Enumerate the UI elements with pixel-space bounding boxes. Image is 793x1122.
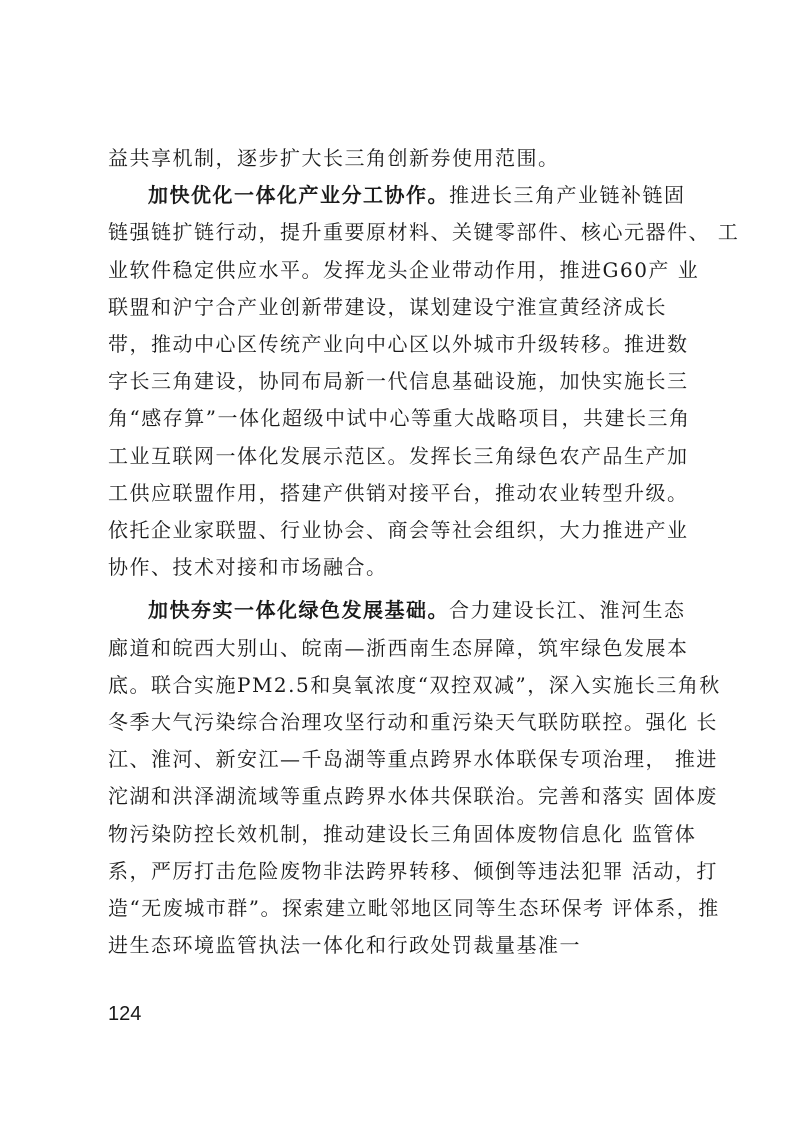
text-line xyxy=(108,672,721,698)
body-text-run: 依托企业家联盟、行业协会、商会等社会组织，大力推进产业 xyxy=(108,518,689,542)
body-text-run: 推进长三角产业链补链固 xyxy=(449,183,686,208)
body-text-run: 沱湖和洪泽湖流域等重点跨界水体共保联治。完善和落实 固体废 xyxy=(108,784,718,809)
text-line xyxy=(148,597,686,623)
text-line xyxy=(108,821,696,847)
page-number: 124 xyxy=(108,1003,142,1025)
text-line xyxy=(108,932,581,958)
text-line xyxy=(108,331,689,357)
text-line xyxy=(108,895,720,921)
text-line xyxy=(108,709,718,735)
body-text-run: 联盟和沪宁合产业创新带建设，谋划建设宁淮宣黄经济成长 xyxy=(108,294,667,319)
text-line xyxy=(108,554,388,580)
body-text-run: 冬季大气污染综合治理攻坚行动和重污染天气联防联控。强化 长 xyxy=(108,710,718,734)
body-text-run: 链强链扩链行动，提升重要原材料、关键零部件、核心元器件、 工 xyxy=(108,220,740,245)
bold-heading-text: 加快优化一体化产业分工协作。 xyxy=(148,183,449,208)
text-line xyxy=(108,443,689,469)
body-text-run: 合力建设长江、淮河生态 xyxy=(449,598,686,623)
bold-heading-text: 加快夯实一体化绿色发展基础。 xyxy=(148,598,449,623)
body-text-run: 角“感存算”一体化超级中试中心等重大战略项目，共建长三角 xyxy=(108,406,691,431)
body-text-run: 廊道和皖西大别山、皖南—浙西南生态屏障，筑牢绿色发展本 xyxy=(108,635,689,660)
text-line xyxy=(148,182,686,208)
text-line xyxy=(108,405,690,431)
body-text-run: 造“无废城市群”。探索建立毗邻地区同等生态环保考 评体系，推 xyxy=(108,896,720,920)
body-text-run: 系，严厉打击危险废物非法跨界转移、倾倒等违法犯罪 活动，打 xyxy=(108,858,718,883)
body-text-run: 进生态环境监管执法一体化和行政处罚裁量基准一 xyxy=(108,933,581,958)
body-text-run: 协作、技术对接和市场融合。 xyxy=(108,555,388,580)
text-line xyxy=(108,858,718,884)
body-text-run: 底。联合实施PM2.5和臭氧浓度“双控双减”，深入实施长三角秋 xyxy=(108,672,721,697)
text-line xyxy=(108,219,739,245)
text-line xyxy=(108,145,560,171)
text-line xyxy=(108,746,718,772)
body-text-run: 字长三角建设，协同布局新一代信息基础设施，加快实施长三 xyxy=(108,369,689,394)
body-text-run: 业软件稳定供应水平。发挥龙头企业带动作用，推进G60产 业 xyxy=(108,257,700,282)
text-line xyxy=(108,368,689,394)
text-line xyxy=(108,257,699,283)
body-text-run: 物污染防控长效机制，推动建设长三角固体废物信息化 监管体 xyxy=(108,821,697,846)
body-text-run: 工业互联网一体化发展示范区。发挥长三角绿色农产品生产加 xyxy=(108,443,689,468)
body-text-run: 益共享机制，逐步扩大长三角创新券使用范围。 xyxy=(108,146,560,170)
text-line xyxy=(108,294,667,320)
text-line xyxy=(108,480,689,506)
body-text-run: 江、淮河、新安江—千岛湖等重点跨界水体联保专项治理， 推进 xyxy=(108,747,718,772)
body-text-run: 工供应联盟作用，搭建产供销对接平台，推动农业转型升级。 xyxy=(108,480,689,505)
body-text-run: 带，推动中心区传统产业向中心区以外城市升级转移。推进数 xyxy=(108,332,689,356)
text-line xyxy=(108,635,689,661)
text-line xyxy=(108,517,689,543)
text-line xyxy=(108,783,718,809)
